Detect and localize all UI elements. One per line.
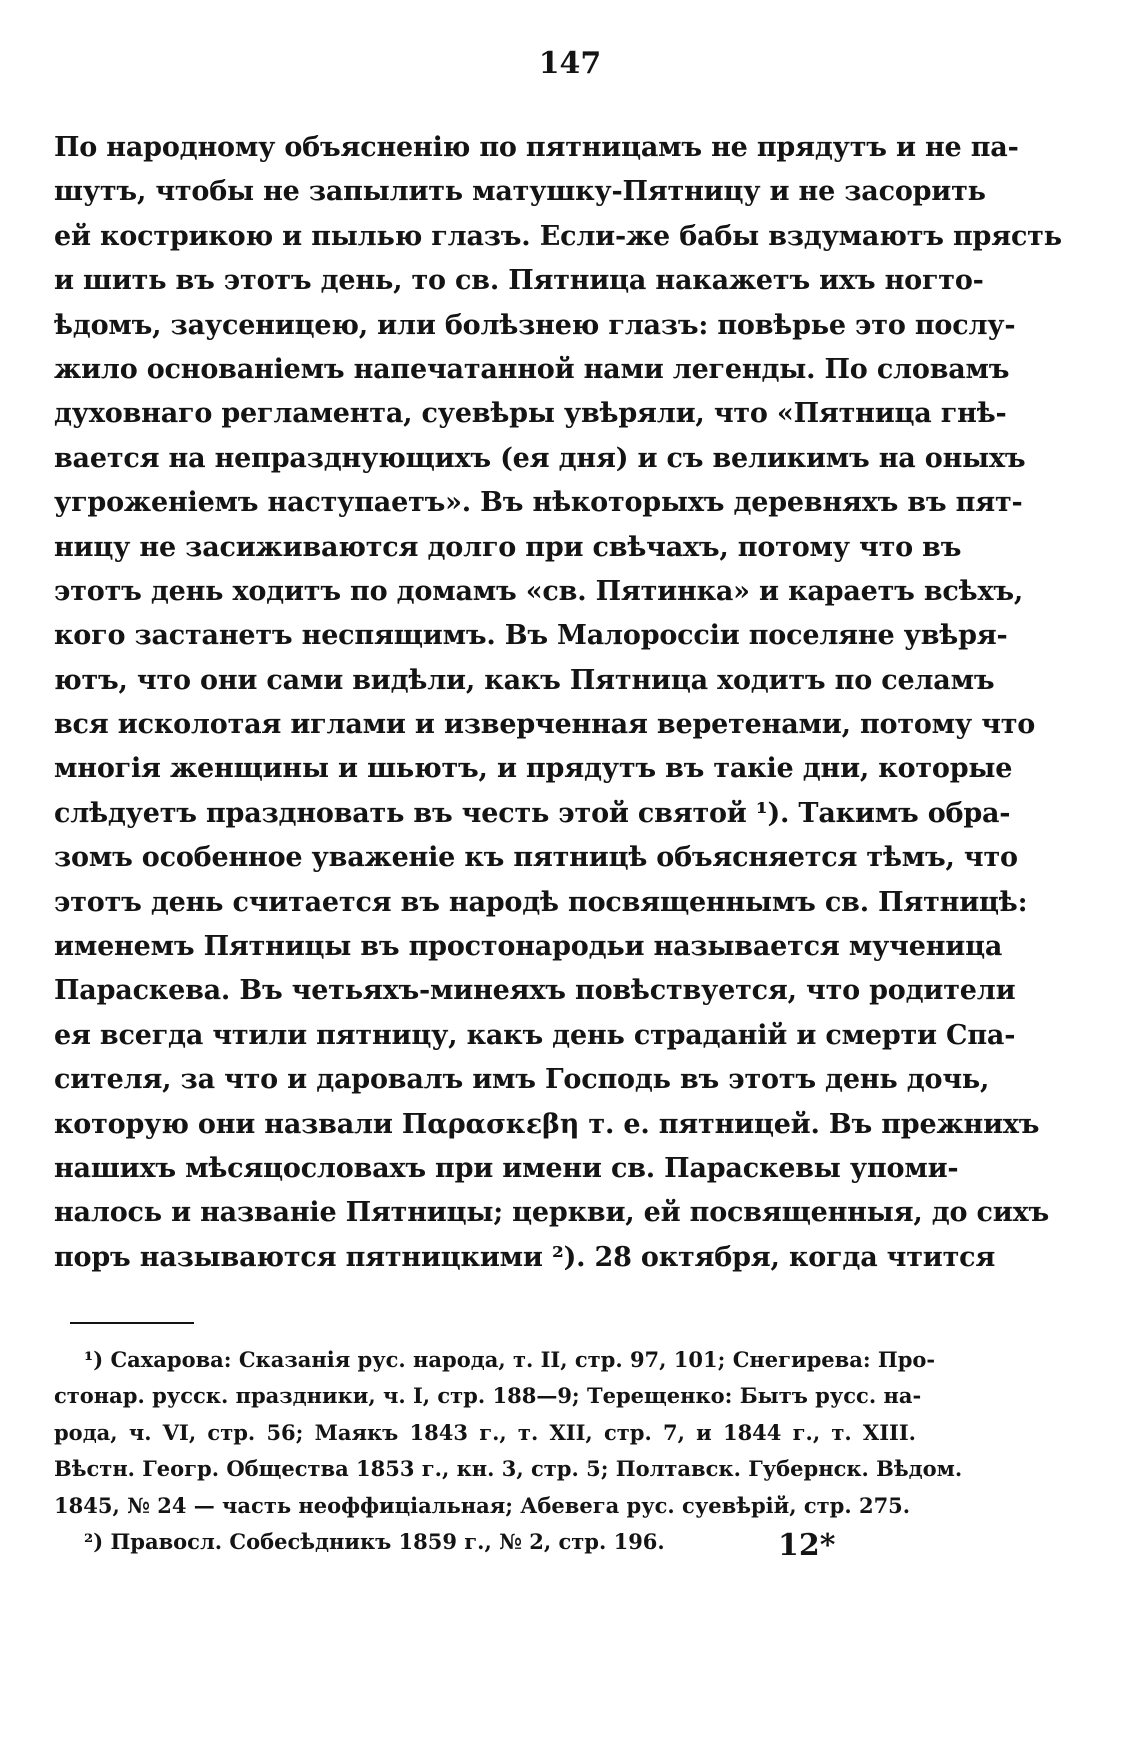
text-line: ютъ, что они сами видѣли, какъ Пятница ходитъ по селамъ xyxy=(54,664,995,696)
text-line: налось и названіе Пятницы; церкви, ей посвященныя, до сихъ xyxy=(54,1197,1049,1229)
text-line: угроженіемъ наступаетъ». Въ нѣкоторыхъ деревняхъ въ пят- xyxy=(54,487,1023,519)
text-line: вается на непразднующихъ (ея дня) и съ великимъ на оныхъ xyxy=(54,442,1026,474)
text-line: кого застанетъ неспящимъ. Въ Малороссіи поселяне увѣря- xyxy=(54,620,1008,652)
text-line: ей кострикою и пылью глазъ. Если-же бабы вздумаютъ прясть xyxy=(54,220,1062,252)
text-line: нашихъ мѣсяцословахъ при имени св. Параскевы упоми- xyxy=(54,1152,959,1184)
text-line: поръ называются пятницкими ²). 28 октября, когда чтится xyxy=(54,1241,996,1273)
text-line: жило основаніемъ напечатанной нами легенды. По словамъ xyxy=(54,353,1010,385)
footnote-line: Вѣстн. Геогр. Общества 1853 г., кн. 3, стр. 5; Полтавск. Губернск. Вѣдом. xyxy=(54,1456,963,1482)
page-number: 147 xyxy=(538,46,602,81)
text-line: ея всегда чтили пятницу, какъ день страданій и смерти Спа- xyxy=(54,1019,1016,1051)
footnote-line: 1845, № 24 — часть неоффиціальная; Абевега рус. суевѣрій, стр. 275. xyxy=(54,1492,911,1518)
text-line: ницу не засиживаются долго при свѣчахъ, потому что въ xyxy=(54,531,962,563)
text-line: зомъ особенное уваженіе къ пятницѣ объясняется тѣмъ, что xyxy=(54,842,1018,874)
text-line: вся исколотая иглами и изверченная веретенами, потому что xyxy=(54,709,1036,741)
text-line: ѣдомъ, заусеницею, или болѣзнею глазъ: повѣрье это послу- xyxy=(54,309,1016,341)
footnote-line: рода, ч. VI, стр. 56; Маякъ 1843 г., т. XII, стр. 7, и 1844 г., т. XIII. xyxy=(54,1419,916,1445)
footnote-line: ²) Правосл. Собесѣдникъ 1859 г., № 2, стр. 196. xyxy=(84,1528,665,1554)
text-line: духовнаго регламента, суевѣры увѣряли, что «Пятница гнѣ- xyxy=(54,398,1007,430)
text-line: именемъ Пятницы въ простонародьи называется мученица xyxy=(54,931,1003,963)
footnote-separator-rule xyxy=(70,1322,194,1324)
main-text-block xyxy=(54,126,1062,1280)
footnote-line: ¹) Сахарова: Сказанія рус. народа, т. II, стр. 97, 101; Снегирева: Про- xyxy=(84,1347,936,1372)
text-line: которую они назвали Παρασκεβη т. е. пятницей. Въ прежнихъ xyxy=(54,1108,1040,1140)
text-line: По народному объясненію по пятницамъ не прядутъ и не па- xyxy=(54,132,1019,163)
text-line: шутъ, чтобы не запылить матушку-Пятницу и не засорить xyxy=(54,176,986,208)
text-line: сителя, за что и даровалъ имъ Господь въ этотъ день дочь, xyxy=(54,1064,990,1096)
text-line: и шить въ этотъ день, то св. Пятница накажетъ ихъ ногто- xyxy=(54,265,984,297)
text-line: многія женщины и шьютъ, и прядутъ въ такіе дни, которые xyxy=(54,753,1013,785)
text-line: слѣдуетъ праздновать въ честь этой святой ¹). Такимъ обра- xyxy=(54,797,1011,829)
text-line: Параскева. Въ четьяхъ-минеяхъ повѣствуется, что родители xyxy=(54,975,1016,1007)
printer-signature-mark: 12* xyxy=(778,1528,836,1563)
text-line: этотъ день ходитъ по домамъ «св. Пятинка» и караетъ всѣхъ, xyxy=(54,575,1024,607)
footnote-line: стонар. русск. праздники, ч. I, стр. 188—9; Терещенко: Бытъ русс. на- xyxy=(54,1383,922,1409)
text-line: этотъ день считается въ народѣ посвященнымъ св. Пятницѣ: xyxy=(54,886,1028,918)
